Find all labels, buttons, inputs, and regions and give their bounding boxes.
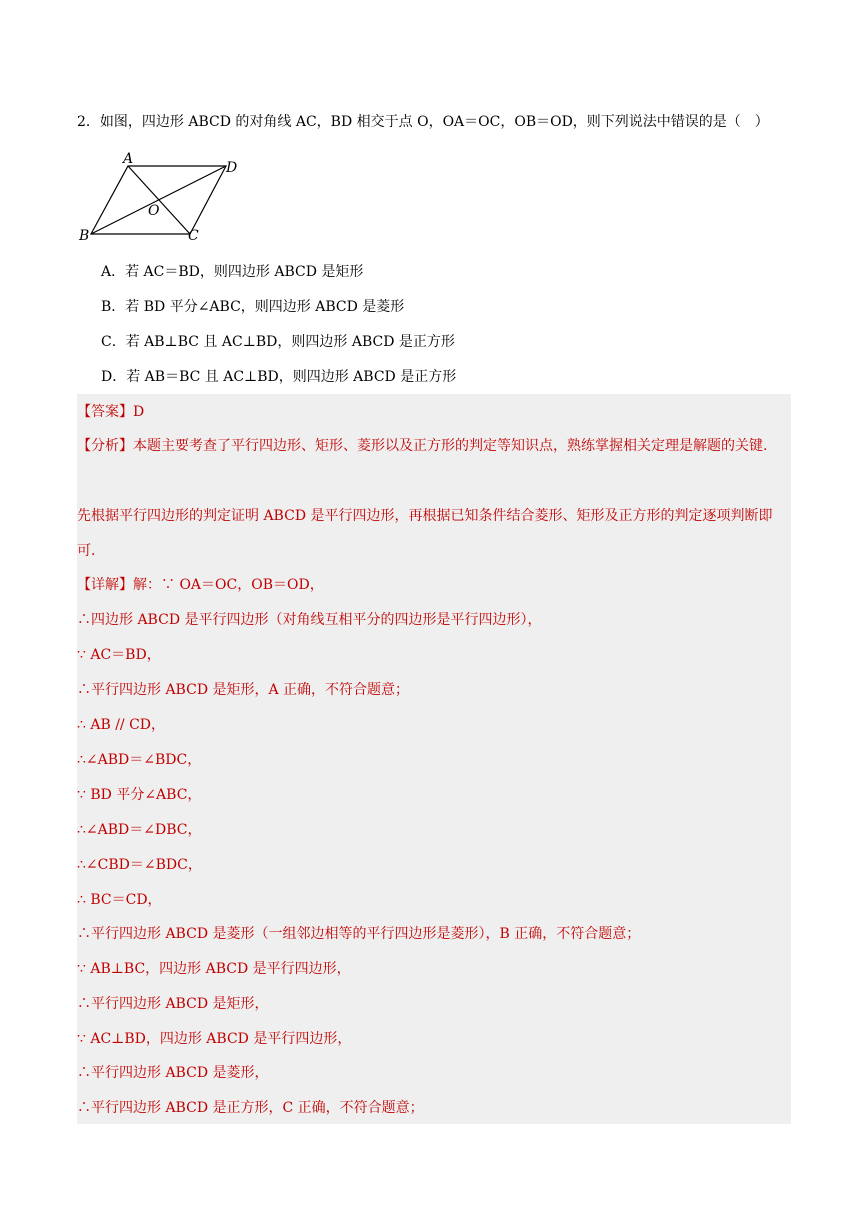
analysis-text-2: 先根据平行四边形的判定证明 ABCD 是平行四边形，再根据已知条件结合菱形、矩形及正方形的判定逐项判断即可.: [77, 508, 773, 559]
analysis-text: 【分析】本题主要考查了平行四边形、矩形、菱形以及正方形的判定等知识点，熟练掌握相关定理是解题的关键.: [77, 438, 768, 454]
solution-step: ∵ AC⊥BD，四边形 ABCD 是平行四边形，: [77, 1031, 352, 1047]
solution-step: ∴∠CBD＝∠BDC，: [77, 857, 202, 873]
question-text: 2．如图，四边形 ABCD 的对角线 AC，BD 相交于点 O，OA＝OC，OB＝OD，则下列说法中错误的是（ ）: [77, 114, 769, 130]
point-label-c: C: [188, 228, 199, 244]
solution-step: ∴平行四边形 ABCD 是菱形，: [77, 1065, 269, 1081]
option-a: A．若 AC＝BD，则四边形 ABCD 是矩形: [101, 264, 364, 280]
solution-step: 【详解】解：∵ OA＝OC，OB＝OD，: [77, 577, 324, 593]
solution-step: ∴四边形 ABCD 是平行四边形（对角线互相平分的四边形是平行四边形），: [77, 612, 542, 628]
point-label-d: D: [226, 160, 238, 176]
option-d: D．若 AB＝BC 且 AC⊥BD，则四边形 ABCD 是正方形: [101, 369, 457, 385]
point-label-a: A: [123, 151, 134, 167]
solution-step: ∴平行四边形 ABCD 是正方形，C 正确，不符合题意；: [77, 1100, 424, 1116]
parallelogram-figure: [78, 148, 248, 244]
solution-step: ∴ BC＝CD，: [77, 892, 162, 908]
solution-step: ∴ AB // CD，: [77, 717, 166, 733]
point-label-o: O: [148, 203, 160, 219]
solution-step: ∴∠ABD＝∠BDC，: [77, 752, 202, 768]
solution-step: ∴平行四边形 ABCD 是矩形，A 正确，不符合题意；: [77, 682, 410, 698]
answer-line: 【答案】D: [77, 404, 145, 420]
point-label-b: B: [79, 228, 90, 244]
solution-step: ∵ AC＝BD，: [77, 647, 161, 663]
solution-step: ∵ AB⊥BC，四边形 ABCD 是平行四边形，: [77, 961, 351, 977]
option-c: C．若 AB⊥BC 且 AC⊥BD，则四边形 ABCD 是正方形: [101, 334, 455, 350]
solution-step: ∵ BD 平分∠ABC，: [77, 787, 202, 803]
solution-step: ∴平行四边形 ABCD 是菱形（一组邻边相等的平行四边形是菱形），B 正确，不符合题意；: [77, 926, 641, 942]
solution-step: ∴平行四边形 ABCD 是矩形，: [77, 996, 269, 1012]
solution-step: ∴∠ABD＝∠DBC，: [77, 822, 202, 838]
option-b: B．若 BD 平分∠ABC，则四边形 ABCD 是菱形: [101, 299, 405, 315]
